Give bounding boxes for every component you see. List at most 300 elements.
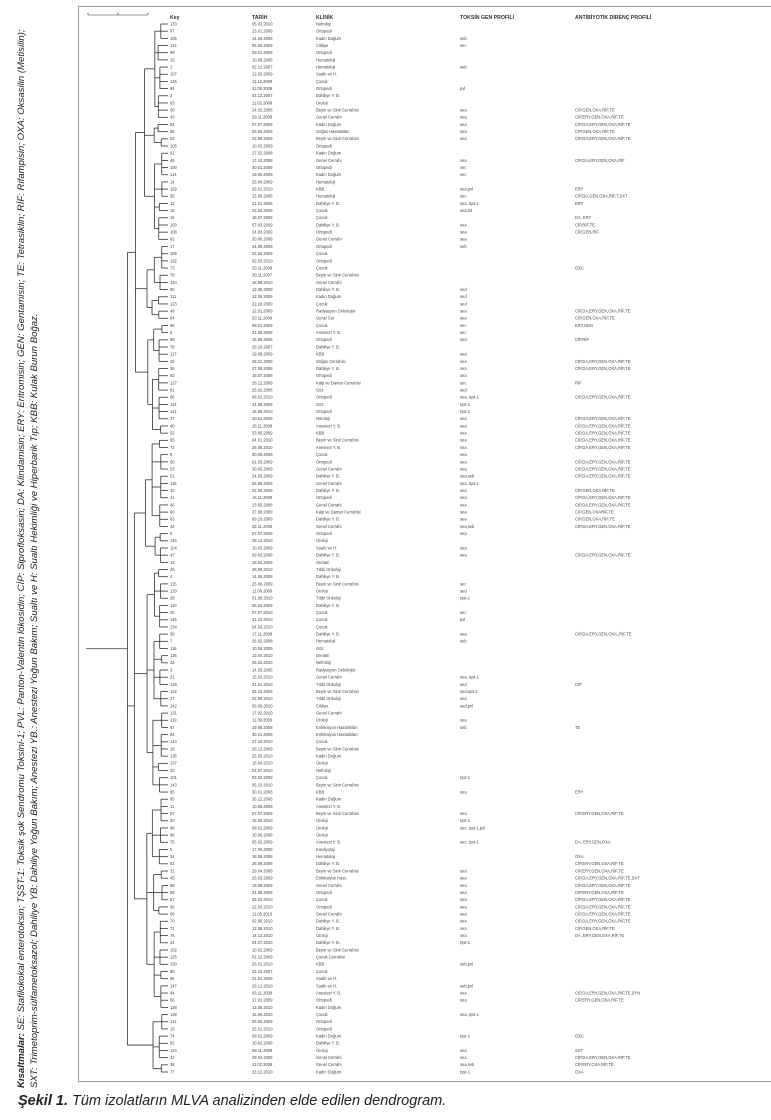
cell-resistance: TE [575, 724, 581, 730]
table-row [170, 603, 340, 608]
cell-key: 7 [170, 638, 173, 644]
cell-clinic: Beyin ve Sinir Cerrahisi [316, 272, 359, 278]
cell-toxin: seb [460, 638, 467, 644]
table-row [170, 531, 467, 536]
cell-toxin: sea [460, 351, 467, 357]
cell-key: 8 [170, 452, 173, 458]
cell-toxin: sea [460, 918, 467, 924]
cell-date: 19.06.2008 [252, 724, 273, 730]
cell-toxin: sec [460, 193, 467, 199]
cell-key: 128 [170, 681, 177, 687]
cell-toxin: sea,tst [460, 208, 473, 214]
table-row [170, 746, 359, 751]
cell-key: 98 [170, 825, 175, 831]
cell-date: 01.07.2010 [252, 767, 273, 773]
table-row [170, 280, 342, 285]
cell-clinic: Genel Cer [316, 315, 335, 321]
cell-key: 144 [170, 739, 177, 745]
cell-key: 71 [170, 925, 175, 931]
cell-date: 14.09.2009 [252, 401, 273, 407]
cell-clinic: Üroloji [316, 588, 328, 594]
cell-date: 02.10.2009 [252, 688, 273, 694]
cell-toxin: sea, tşst-1 [460, 394, 479, 400]
cell-date: 07.07.2009 [252, 121, 273, 127]
table-row [170, 151, 342, 156]
cell-clinic: Genel Cerrahi [316, 157, 342, 163]
cell-toxin: sea [460, 882, 467, 888]
cell-key: 123 [170, 301, 177, 307]
cell-date: 26.01.2010 [252, 961, 273, 967]
cell-date: 25.03.2010 [252, 660, 273, 666]
cell-key: 87 [170, 724, 175, 730]
cell-resistance: CİP,DA,ERY,GEN,OXA,RİF,TE [575, 502, 631, 508]
table-row [170, 251, 329, 256]
cell-key: 9 [170, 531, 173, 537]
cell-date: 28.12.2010 [252, 538, 273, 544]
cell-clinic: Tıbbi Onkoloji [316, 696, 342, 702]
cell-resistance: CİP,DA,ERY,GEN,OXA,RİF,TE [575, 466, 631, 472]
table-row [170, 172, 466, 177]
table-row [170, 675, 480, 680]
cell-toxin: sec [460, 380, 467, 386]
cell-clinic: Genel Cerrahi [316, 236, 342, 242]
cell-clinic: Dahiliye Y. B. [316, 93, 340, 99]
cell-key: 48 [170, 157, 175, 163]
cell-resistance: SXT [575, 1047, 583, 1053]
cell-key: 55 [170, 129, 175, 135]
cell-toxin: sea [460, 236, 467, 242]
cell-toxin: seb,pvl [460, 961, 473, 967]
cell-toxin: sed [460, 294, 467, 300]
table-row [170, 517, 615, 522]
cell-clinic: Çocuk [316, 775, 328, 781]
cell-toxin: sea [460, 114, 467, 120]
header-key: Key [170, 15, 180, 21]
cell-date: 16.06.2010 [252, 1011, 273, 1017]
cell-clinic: Çocuk Cerrahisi [316, 954, 346, 960]
cell-key: 27 [170, 696, 175, 702]
table-row [170, 1005, 342, 1010]
table-row [170, 50, 332, 55]
cell-key: 53 [170, 466, 175, 472]
cell-toxin: sed,pvl [460, 703, 473, 709]
cell-date: 11.02.2008 [252, 100, 273, 106]
table-row [170, 581, 466, 586]
cell-toxin: sea [460, 889, 467, 895]
cell-clinic: KBB [316, 186, 325, 192]
cell-date: 20.11.2009 [252, 315, 273, 321]
cell-clinic: Genel Cerrahi [316, 674, 342, 680]
cell-clinic: Genel Cerrahi [316, 466, 342, 472]
cell-resistance: CİP,GEN,OXA,RİF,TE [575, 925, 615, 931]
cell-clinic: Enfeksiyon Hast. [316, 875, 347, 881]
cell-key: 134 [170, 624, 177, 630]
cell-clinic: Dahiliye Y. B. [316, 473, 340, 479]
cell-date: 02.03.2010 [252, 897, 273, 903]
cell-clinic: Ortopedi [316, 143, 332, 149]
cell-clinic: Genel Cerrahi [316, 1055, 342, 1061]
cell-clinic: Hematoloji [316, 64, 336, 70]
cell-toxin: sea [460, 552, 467, 558]
cell-clinic: Üroloji [316, 100, 328, 106]
cell-resistance: CİP,DA,ERY,GEN,OXA,RİF,TE [575, 897, 631, 903]
cell-key: 76 [170, 933, 175, 939]
cell-date: 05.06.2009 [252, 42, 273, 48]
cell-toxin: pvl [460, 617, 466, 623]
cell-toxin: sea [460, 444, 467, 450]
cell-clinic: Nefroloji [316, 660, 332, 666]
cell-date: 15.03.2010 [252, 674, 273, 680]
table-row [170, 86, 465, 91]
cell-date: 17.01.2009 [252, 997, 273, 1003]
cell-resistance: CİP,DA,ERY,GEN,OXA,RİF,TE [575, 495, 631, 501]
table-row [170, 93, 340, 98]
cell-date: 28.01.2008 [252, 358, 273, 364]
cell-key: 106 [170, 35, 177, 41]
cell-date: 18.06.2008 [252, 854, 273, 860]
cell-clinic: Dahiliye Y. B. [316, 861, 340, 867]
table-row [170, 115, 624, 120]
cell-toxin: sea [460, 466, 467, 472]
cell-key: 30 [170, 107, 175, 113]
cell-date: 13.05.2010 [252, 1004, 273, 1010]
cell-clinic: Geriatri [316, 653, 330, 659]
cell-date: 07.03.2009 [252, 222, 273, 228]
cell-date: 25.02.2008 [252, 387, 273, 393]
cell-key: 46 [170, 502, 175, 508]
cell-toxin: sea [460, 136, 467, 142]
table-row [170, 739, 329, 744]
table-row [170, 387, 467, 392]
cell-toxin: sea,seb [460, 523, 475, 529]
cell-toxin: sea [460, 157, 467, 163]
cell-resistance: OXA [575, 265, 584, 271]
abbreviations-note [16, 12, 66, 1088]
cell-key: 6 [170, 330, 173, 336]
table-row [170, 545, 467, 550]
cell-resistance: CİP,GEN,OXA,RİF,TE [575, 516, 615, 522]
cell-key: 59 [170, 889, 175, 895]
cell-key: 72 [170, 444, 175, 450]
table-row [170, 911, 631, 916]
cell-date: 08.01.2009 [252, 825, 273, 831]
cell-key: 20 [170, 818, 175, 824]
cell-toxin: tşst-1 [460, 409, 471, 415]
cell-clinic: Beyin ve Sinir Cerrahisi [316, 868, 359, 874]
cell-clinic: Çocuk [316, 251, 328, 257]
cell-date: 29.12.2010 [252, 983, 273, 989]
cell-clinic: Kadın Doğum [316, 1004, 342, 1010]
table-row [170, 854, 584, 859]
cell-key: 139 [170, 1011, 177, 1017]
table-row [170, 1012, 480, 1017]
table-row [170, 122, 631, 127]
cell-date: 24.09.2009 [252, 243, 273, 249]
cell-clinic: Beyin ve Sinir Cerrahisi [316, 437, 359, 443]
cell-clinic: Anestezi Y. B. [316, 990, 342, 996]
cell-clinic: Sualtı ve H. [316, 976, 338, 982]
cell-resistance: CİP,GEN,RİF [575, 229, 600, 235]
table-row [170, 502, 631, 507]
cell-key: 43 [170, 114, 175, 120]
table-row [170, 782, 359, 787]
cell-date: 03.02.2009 [252, 775, 273, 781]
cell-key: 103 [170, 222, 177, 228]
cell-resistance: CİP,ERY,GEN,OXA,RİF,TE [575, 810, 624, 816]
cell-key: 32 [170, 1055, 175, 1061]
cell-key: 68 [170, 904, 175, 910]
cell-key: 89 [170, 337, 175, 343]
cell-clinic: Dahiliye Y. B. [316, 487, 340, 493]
cell-toxin: sea [460, 1047, 467, 1053]
cell-resistance: CİP,DA,ERY,GEN,OXA,RİF,TE [575, 308, 631, 314]
table-row [170, 201, 584, 206]
cell-date: 11.05.2010 [252, 911, 273, 917]
cell-date: 16.09.2010 [252, 409, 273, 415]
cell-resistance: CİP,DA,ERY,GEN,OXA,,RİF,TE [575, 631, 632, 637]
cell-toxin: sea [460, 430, 467, 436]
cell-resistance: CİP,DA,ERY,GEN,OXA,RİF,TE [575, 430, 631, 436]
table-row [170, 294, 467, 299]
cell-clinic: Beyin ve Sinir Cerrahisi [316, 947, 359, 953]
cell-clinic: Ortopedi [316, 459, 332, 465]
table-row [170, 1026, 332, 1031]
cell-date: 21.01.2008 [252, 200, 273, 206]
table-row [170, 617, 465, 622]
cell-date: 28.12.2009 [252, 380, 273, 386]
cell-clinic: Enfeksiyon Hastalıkları [316, 732, 358, 738]
table-row [170, 876, 640, 881]
table-row [170, 624, 329, 629]
cell-resistance: CİP,GEN,OXA,RİF,TE [575, 107, 615, 113]
cell-clinic: Ortopedi [316, 86, 332, 92]
cell-date: 30.01.2008 [252, 732, 273, 738]
cell-key: 60 [170, 509, 175, 515]
table-row [170, 861, 624, 866]
cell-key: 67 [170, 897, 175, 903]
table-row [170, 797, 342, 802]
cell-date: 25.06.2009 [252, 581, 273, 587]
cell-toxin: tşst-1 [460, 940, 471, 946]
table-row [170, 689, 478, 694]
cell-date: 19.04.2009 [252, 559, 273, 565]
table-row [170, 108, 615, 113]
cell-date: 24.03.2009 [252, 473, 273, 479]
cell-toxin: sea, tşst-1 [460, 200, 479, 206]
cell-date: 16.04.2010 [252, 760, 273, 766]
figure-caption [18, 1093, 446, 1109]
cell-clinic: Ortopedi [316, 394, 332, 400]
cell-toxin: sea [460, 897, 467, 903]
cell-resistance: CİP,DA,ERY,GEN,OXA,RİF,TE [575, 473, 631, 479]
table-row [170, 208, 473, 213]
cell-clinic: Üroloji [316, 818, 328, 824]
table-row [170, 524, 631, 529]
cell-toxin: sec [460, 610, 467, 616]
cell-date: 26.01.2010 [252, 186, 273, 192]
cell-date: 22.09.2010 [252, 696, 273, 702]
cell-resistance: CİP,RİF,TE [575, 222, 595, 228]
table-row [170, 775, 471, 780]
table-row [170, 890, 624, 895]
table-row [170, 639, 467, 644]
cell-toxin: sea [460, 452, 467, 458]
cell-key: 108 [170, 229, 177, 235]
cell-date: 28.09.2010 [252, 566, 273, 572]
cell-resistance: CİP,DA,ERY,GEN,OXA,RİF,TE [575, 444, 631, 450]
table-row [170, 481, 480, 486]
table-row [170, 194, 628, 199]
table-row [170, 309, 631, 314]
cell-date: 28.12.2009 [252, 746, 273, 752]
cell-clinic: Kadın Doğum [316, 1033, 342, 1039]
table-row [170, 301, 467, 306]
cell-key: 137 [170, 760, 177, 766]
cell-resistance: CİP,RİF [575, 337, 590, 343]
cell-clinic: Beyin ve Sinir Cerrahisi [316, 746, 359, 752]
cell-date: 11.02.2008 [252, 1062, 273, 1068]
cell-date: 09.01.2009 [252, 1033, 273, 1039]
table-row [170, 840, 611, 845]
cell-key: 52 [170, 430, 175, 436]
cell-key: 42 [170, 523, 175, 529]
cell-clinic: Genel Cerrahi [316, 114, 342, 120]
table-row [170, 560, 330, 565]
cell-date: 07.07.2008 [252, 531, 273, 537]
cell-resistance: DA, ERY [575, 215, 592, 221]
cell-date: 09.11.2009 [252, 1047, 273, 1053]
table-row [170, 366, 631, 371]
cell-key: 3 [170, 667, 173, 673]
cell-clinic: Dahiliye Y. B. [316, 602, 340, 608]
table-row [170, 732, 358, 737]
table-row [170, 186, 584, 191]
cell-date: 10.02.2009 [252, 947, 273, 953]
cell-toxin: sec [460, 164, 467, 170]
cell-toxin: pvl [460, 86, 466, 92]
table-row [170, 466, 631, 471]
cell-date: 15.05.2008 [252, 337, 273, 343]
table-row [170, 459, 631, 464]
cell-toxin: sea [460, 717, 467, 723]
cell-resistance: RİF [575, 380, 582, 386]
cell-date: 18.07.2008 [252, 373, 273, 379]
cell-clinic: Genel Cerrahi [316, 1062, 342, 1068]
cell-date: 22.10.2009 [252, 301, 273, 307]
caption-label: Şekil 1. [18, 1093, 68, 1109]
table-row [170, 136, 631, 141]
cell-key: 63 [170, 516, 175, 522]
cell-date: 04.07.2010 [252, 940, 273, 946]
table-row [170, 409, 471, 414]
table-row [170, 431, 631, 436]
cell-key: 124 [170, 1047, 177, 1053]
cell-toxin: tşst-1 [460, 401, 471, 407]
cell-clinic: KBB [316, 430, 325, 436]
cell-toxin: sea [460, 459, 467, 465]
cell-clinic: Hematoloji [316, 854, 336, 860]
cell-key: 39 [170, 631, 175, 637]
table-row [170, 359, 631, 364]
cell-toxin: sea [460, 631, 467, 637]
cell-clinic: Dahiliye Y. B. [316, 925, 340, 931]
cell-key: 93 [170, 373, 175, 379]
cell-resistance: CİP,DA,ERY,GEN,OXA,RİF,TE [575, 358, 631, 364]
cell-key: 95 [170, 796, 175, 802]
cell-clinic: Dahiliye Y. B. [316, 286, 340, 292]
cell-toxin: sea [460, 437, 467, 443]
cell-resistance: CİP,DA,ERY,GEN,OXA,RİF,TE [575, 394, 631, 400]
cell-key: 114 [170, 172, 177, 178]
cell-resistance: CİP,DA,ERY,GEN,OXA,RİF,TE [575, 136, 631, 142]
cell-clinic: Üroloji [316, 1047, 328, 1053]
table-row [170, 1055, 631, 1060]
cell-date: 10.06.2009 [252, 645, 273, 651]
cell-clinic: Kalp ve Damar Cerrahisi [316, 380, 361, 386]
cell-key: 143 [170, 782, 177, 788]
cell-key: 125 [170, 954, 177, 960]
table-row [170, 258, 332, 263]
cell-date: 14.05.2008 [252, 574, 273, 580]
cell-resistance: CİP,DA,ERY,GEN,OXA,RİF,TE [575, 904, 631, 910]
table-row [170, 955, 345, 960]
cell-clinic: Dahiliye Y. B. [316, 574, 340, 580]
cell-toxin: sec [460, 42, 467, 48]
table-row [170, 29, 332, 34]
table-row [170, 344, 340, 349]
cell-date: 29.05.2009 [252, 1019, 273, 1025]
cell-date: 10.06.2008 [252, 832, 273, 838]
cell-date: 01.03.2009 [252, 459, 273, 465]
cell-resistance: ERY [575, 186, 584, 192]
table-row [170, 222, 595, 227]
cell-clinic: Anestezi Y. B. [316, 444, 342, 450]
cell-toxin: sed [460, 387, 467, 393]
cell-clinic: Nefroloji [316, 21, 332, 27]
cell-key: 117 [170, 351, 177, 357]
cell-key: 97 [170, 28, 175, 34]
cell-key: 21 [170, 674, 175, 680]
cell-clinic: Dahiliye Y. B. [316, 365, 340, 371]
table-row [170, 495, 631, 500]
cell-toxin: sea [460, 308, 467, 314]
cell-clinic: Göz [316, 387, 324, 393]
table-row [170, 43, 466, 48]
cell-clinic: Kadın Doğum [316, 796, 342, 802]
cell-toxin: sea, tşst-1 [460, 1011, 479, 1017]
cell-clinic: Beyin ve Sinir Cerrahisi [316, 810, 359, 816]
cell-clinic: Cildiye [316, 42, 329, 48]
table-header [170, 14, 652, 21]
cell-date: 16.11.2008 [252, 495, 273, 501]
cell-toxin: sea, tşst-1 [460, 674, 479, 680]
table-row [170, 395, 631, 400]
cell-key: 121 [170, 401, 177, 407]
table-row [170, 703, 473, 708]
table-row [170, 567, 341, 572]
table-row [170, 21, 331, 26]
cell-key: 69 [170, 911, 175, 917]
cell-date: 07.07.2009 [252, 810, 273, 816]
table-row [170, 574, 340, 579]
cell-date: 02.03.2010 [252, 258, 273, 264]
table-row [170, 230, 600, 235]
cell-resistance: CİP,ERY,GEN,OXA,RİF,TE [575, 889, 624, 895]
table-row [170, 330, 466, 335]
cell-key: 22 [170, 660, 175, 666]
cell-clinic: Ortopedi [316, 28, 332, 34]
cell-key: 145 [170, 617, 177, 623]
